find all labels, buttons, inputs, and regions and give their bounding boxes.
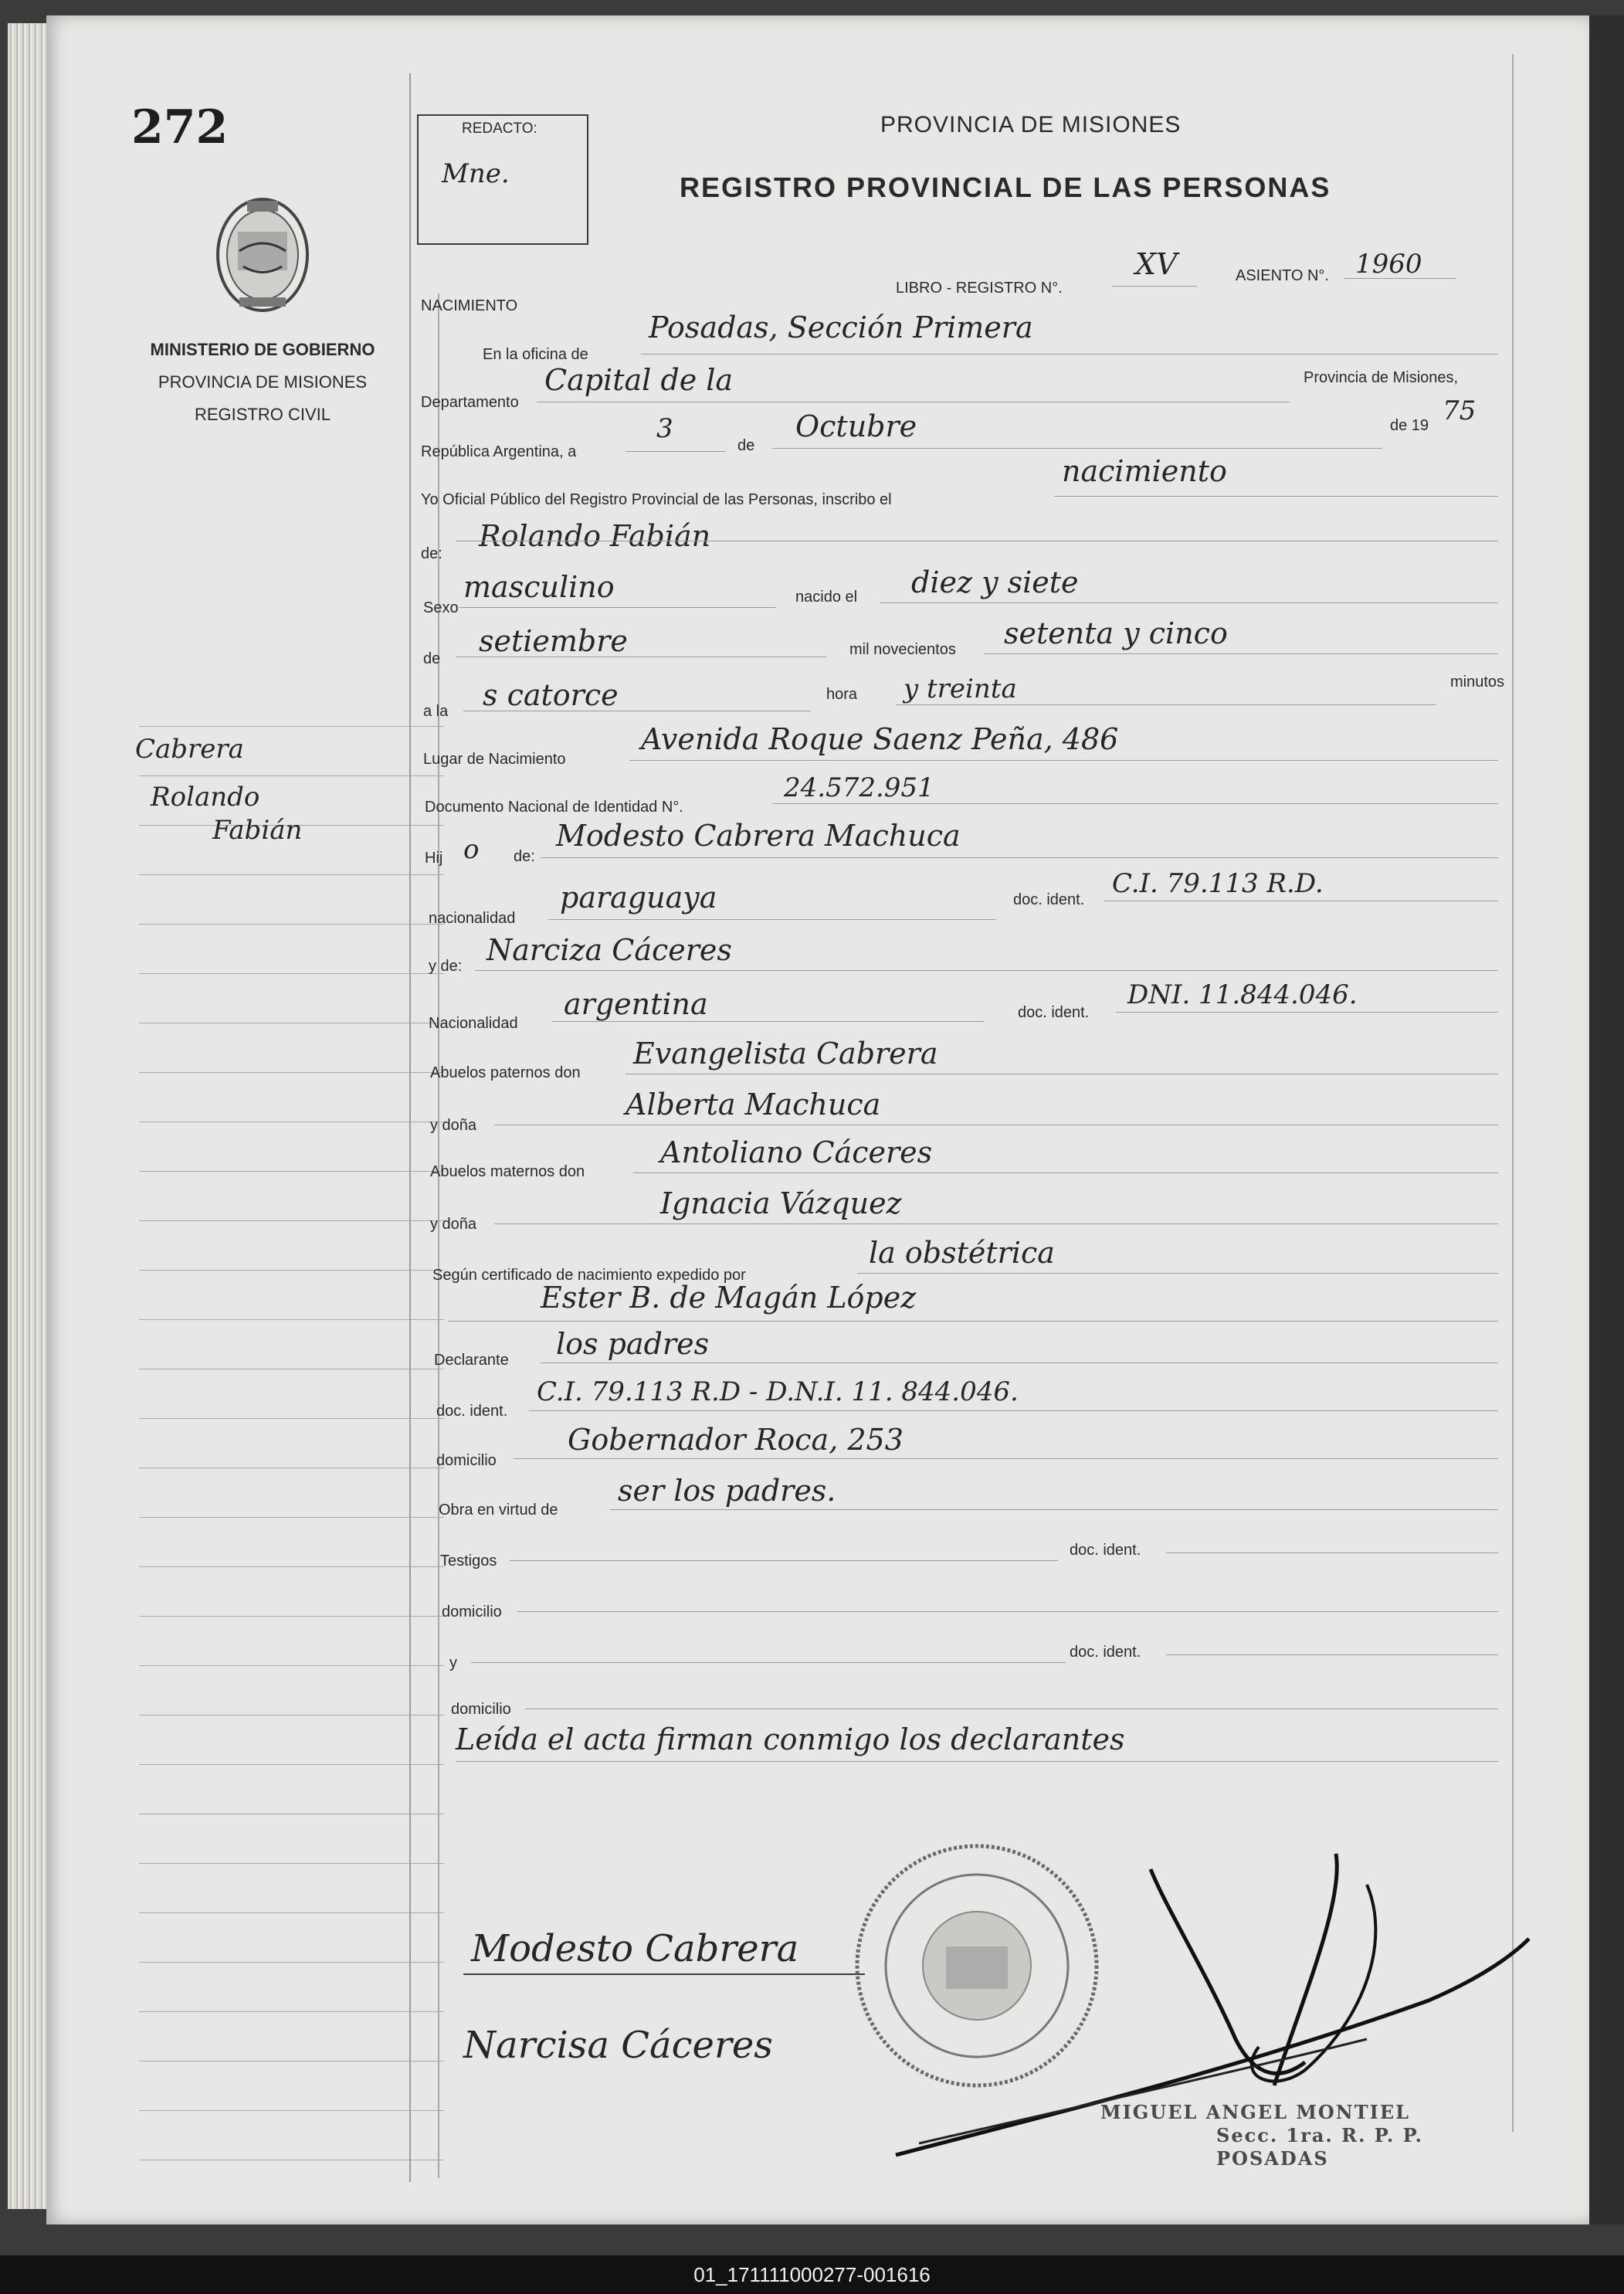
field-line [529, 1410, 1498, 1411]
domicilio3-label: domicilio [451, 1701, 511, 1718]
provincia-suffix: Provincia de Misiones, [1304, 369, 1459, 386]
margin-ruled-line [139, 1517, 444, 1518]
padre-value: Modesto Cabrera Machuca [556, 819, 961, 853]
anio-value: 75 [1443, 395, 1477, 426]
header-title: REGISTRO PROVINCIAL DE LAS PERSONAS [680, 171, 1331, 203]
alas-label: a la [423, 703, 449, 720]
leida-value: Leída el acta firman conmigo los declarantes [456, 1722, 1125, 1756]
margin-ruled-line [139, 1220, 444, 1221]
field-line [1344, 278, 1456, 279]
coat-of-arms-seal [209, 193, 317, 317]
dni-value: 24.572.951 [784, 772, 934, 803]
asiento-value: 1960 [1355, 249, 1422, 280]
margin-ruled-line [139, 2011, 444, 2012]
ministry-header [116, 334, 409, 431]
y-label: y [449, 1654, 457, 1671]
field-line [629, 760, 1498, 761]
lugar-value: Avenida Roque Saenz Peña, 486 [641, 722, 1119, 756]
domicilio1-value: Gobernador Roca, 253 [568, 1423, 904, 1457]
declarante-label: Declarante [434, 1352, 509, 1369]
field-line [633, 1172, 1498, 1173]
field-line [772, 803, 1498, 804]
margin-ruled-line [139, 1418, 444, 1419]
official-name-stamp [1100, 2101, 1423, 2170]
sexo-label: Sexo [423, 599, 459, 616]
field-line [541, 1362, 1498, 1363]
margin-note-name2: Fabián [212, 815, 303, 846]
abmat-value: Antoliano Cáceres [660, 1135, 933, 1169]
margin-ruled-line [139, 924, 444, 925]
field-line [610, 1509, 1498, 1510]
field-line [456, 1761, 1498, 1762]
mother-signature: Narcisa Cáceres [463, 2024, 773, 2067]
mes-value: Octubre [795, 409, 917, 443]
oficina-value: Posadas, Sección Primera [649, 311, 1033, 344]
testigos-label: Testigos [440, 1553, 497, 1569]
margin-ruled-line [139, 726, 444, 727]
nacimiento-label: NACIMIENTO [421, 297, 518, 314]
margin-note-surname: Cabrera [135, 734, 244, 765]
margin-ruled-line [139, 1764, 444, 1765]
signature-line [463, 1973, 865, 1975]
redacto-box [417, 114, 588, 245]
margin-ruled-line [139, 1863, 444, 1864]
margin-ruled-line [139, 1912, 444, 1913]
anio-nac-value: setenta y cinco [1004, 616, 1228, 650]
margin-ruled-line [139, 1072, 444, 1073]
domicilio2-label: domicilio [442, 1603, 502, 1620]
hij-label: Hij [425, 850, 443, 867]
header-province: PROVINCIA DE MISIONES [880, 112, 1182, 137]
redacto-label: REDACTO: [462, 120, 537, 137]
nacido-value: diez y siete [911, 565, 1079, 599]
docident3-value: C.I. 79.113 R.D - D.N.I. 11. 844.046. [537, 1376, 1019, 1407]
mil-label: mil novecientos [849, 641, 956, 658]
margin-ruled-line [139, 1616, 444, 1617]
field-line [448, 1321, 1498, 1322]
horas-label: hora [826, 686, 858, 703]
form-right-rule [1512, 54, 1514, 2132]
field-line [626, 451, 726, 452]
docident2-label: doc. ident. [1018, 1004, 1090, 1021]
madre-value: Narciza Cáceres [487, 933, 732, 967]
docident5-label: doc. ident. [1070, 1644, 1141, 1661]
margin-rule [409, 73, 411, 2182]
minutos-label: minutos [1450, 674, 1505, 691]
field-line [1054, 496, 1498, 497]
departamento-value: Capital de la [544, 363, 734, 397]
minutos-hw: y treinta [904, 674, 1017, 704]
domicilio1-label: domicilio [436, 1452, 497, 1469]
field-line [880, 602, 1498, 603]
dni-label: Documento Nacional de Identidad N°. [425, 799, 683, 816]
field-line [514, 1458, 1498, 1459]
form-left-rule [438, 294, 439, 2178]
margin-ruled-line [139, 1270, 444, 1271]
abpat-label: Abuelos paternos don [430, 1064, 581, 1081]
page-number: 272 [131, 100, 229, 154]
lugar-label: Lugar de Nacimiento [423, 751, 566, 768]
docident2-value: DNI. 11.844.046. [1127, 979, 1358, 1010]
abmat-label: Abuelos maternos don [430, 1163, 585, 1180]
nacionalidad1-value: paraguaya [560, 881, 717, 915]
field-line [459, 607, 776, 608]
registry-line: REGISTRO CIVIL [194, 405, 331, 424]
hij-value: o [463, 834, 480, 865]
field-line [641, 354, 1498, 355]
docident3-label: doc. ident. [436, 1403, 508, 1420]
docident4-label: doc. ident. [1070, 1542, 1141, 1559]
margin-ruled-line [139, 1665, 444, 1666]
libro-label: LIBRO - REGISTRO N°. [896, 280, 1063, 297]
anio-prefix: de 19 [1390, 417, 1429, 434]
field-line [896, 704, 1436, 705]
field-line [471, 1662, 1066, 1663]
ydona1-label: y doña [430, 1117, 477, 1134]
nacionalidad2-label: Nacionalidad [429, 1015, 518, 1032]
field-line [541, 857, 1498, 858]
sexo-value: masculino [463, 570, 615, 604]
asiento-label: ASIENTO N°. [1236, 267, 1329, 284]
field-line [985, 653, 1498, 654]
margin-ruled-line [139, 2110, 444, 2111]
obra-value: ser los padres. [618, 1474, 836, 1508]
abpat-value: Evangelista Cabrera [633, 1037, 938, 1071]
nacionalidad1-label: nacionalidad [429, 910, 516, 927]
nacionalidad2-value: argentina [564, 987, 708, 1021]
ministry-line: MINISTERIO DE GOBIERNO [150, 340, 375, 359]
official-section: Secc. 1ra. R. P. P. [1216, 2124, 1424, 2146]
oficina-label: En la oficina de [483, 346, 588, 363]
abmat2-value: Ignacia Vázquez [660, 1186, 902, 1220]
field-line [1112, 286, 1197, 287]
binding-edge [1589, 15, 1624, 2224]
field-line [475, 970, 1498, 971]
declarante-value: los padres [556, 1327, 710, 1361]
libro-value: XV [1135, 247, 1178, 281]
field-line [548, 919, 996, 920]
yde-label: y de: [429, 958, 463, 975]
nombre-value: Rolando Fabián [479, 519, 711, 553]
segun-label: Según certificado de nacimiento expedido por [432, 1267, 746, 1284]
ydona2-label: y doña [430, 1216, 477, 1233]
hora-value: s catorce [483, 678, 619, 712]
mes-nac-value: setiembre [479, 624, 628, 658]
margin-ruled-line [139, 1962, 444, 1963]
field-line [1166, 1654, 1498, 1655]
province-line: PROVINCIA DE MISIONES [158, 372, 368, 392]
segun-value2: Ester B. de Magán López [541, 1281, 917, 1315]
official-name: MIGUEL ANGEL MONTIEL [1100, 2101, 1410, 2123]
docident1-value: C.I. 79.113 R.D. [1112, 868, 1324, 899]
de3-label: de [423, 650, 441, 667]
de-label: de [737, 437, 755, 454]
oficial-value: nacimiento [1062, 454, 1227, 488]
field-line [857, 1273, 1498, 1274]
margin-ruled-line [139, 973, 444, 974]
de4-label: de: [514, 848, 535, 865]
image-id-footer: 01_171111000277-001616 [0, 2255, 1624, 2294]
margin-ruled-line [139, 1171, 444, 1172]
docident1-label: doc. ident. [1013, 891, 1085, 908]
field-line [510, 1560, 1058, 1561]
margin-ruled-line [139, 1566, 444, 1567]
segun-value: la obstétrica [869, 1236, 1055, 1270]
republica-label: República Argentina, a [421, 443, 577, 460]
de2-label: de: [421, 545, 442, 562]
father-signature: Modesto Cabrera [471, 1927, 799, 1970]
field-line [494, 1223, 1498, 1224]
field-line [772, 448, 1382, 449]
field-line [1116, 1012, 1498, 1013]
official-city: POSADAS [1216, 2147, 1329, 2170]
redacto-value: Mne. [442, 158, 510, 189]
obra-label: Obra en virtud de [439, 1502, 558, 1519]
margin-ruled-line [139, 2061, 444, 2062]
margin-ruled-line [139, 775, 444, 776]
oficial-label: Yo Oficial Público del Registro Provincial de las Personas, inscribo el [421, 491, 892, 508]
margin-note-name: Rolando [151, 782, 260, 813]
departamento-label: Departamento [421, 394, 519, 411]
nacido-label: nacido el [795, 589, 858, 606]
field-line [517, 1611, 1498, 1612]
dia-value: 3 [656, 413, 673, 444]
margin-ruled-line [139, 874, 444, 875]
margin-ruled-line [139, 1319, 444, 1320]
abpat2-value: Alberta Machuca [626, 1088, 881, 1122]
field-line [552, 1021, 985, 1022]
